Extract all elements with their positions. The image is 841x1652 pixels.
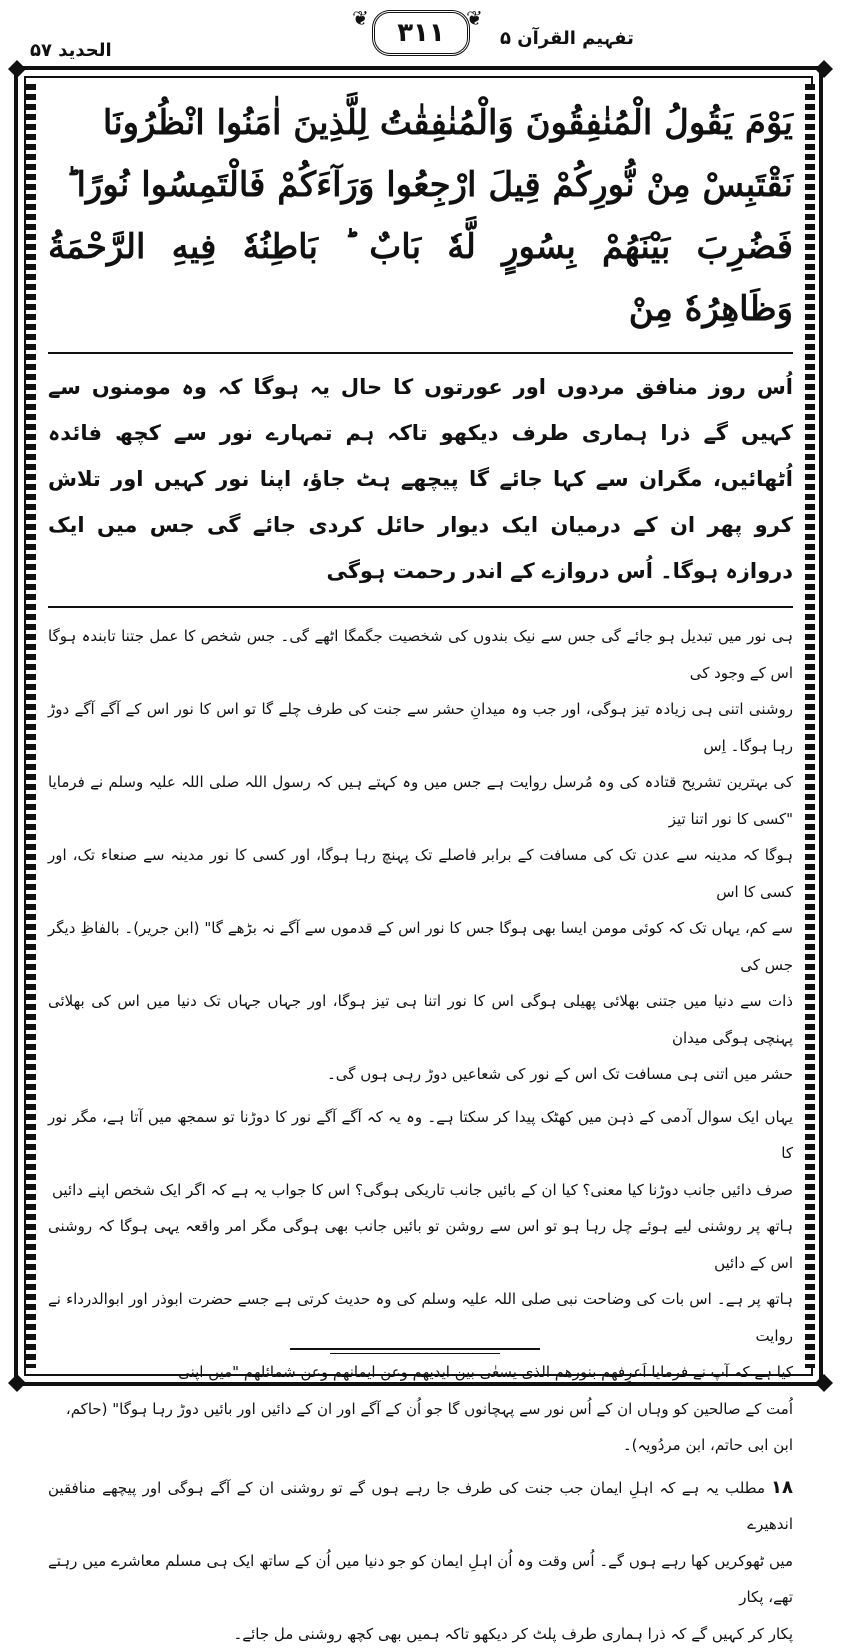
note-line: ہاتھ پر ہے۔ اس بات کی وضاحت نبی صلی اللہ علیہ وسلم کی وہ حدیث کرتی ہے جسے حضرت ابوذر اور ابوالدرداء نے روایت [48,1281,793,1354]
section-divider [48,352,793,354]
page-number: ۳۱۱ [372,10,470,56]
note-line: روشنی اتنی ہی زیادہ تیز ہوگی، اور جب وہ میدانِ حشر سے جنت کی طرف چلے گا تو اس کا نور اس کے آگے آگے دوڑ رہا ہوگا۔ اِس [48,691,793,764]
commentary-notes [48,618,793,1652]
note-line: ہاتھ پر روشنی لیے ہوئے چل رہا ہو تو اس سے روشن تو بائیں جانب بھی ہوگی مگر امر واقعہ یہی ہوگا کہ روشنی اس کے دائیں [48,1208,793,1281]
note-line: حشر میں اتنی ہی مسافت تک اس کے نور کی شعاعیں دوڑ رہی ہوں گی۔ [48,1056,793,1093]
note-line: کی بہترین تشریح قتادہ کی وہ مُرسل روایت ہے جس میں وہ کہتے ہیں کہ رسول اللہ صلی اللہ علیہ وسلم نے فرمایا "کسی کا نور اتنا تیز [48,764,793,837]
note-line: ذات سے دنیا میں جتنی بھلائی پھیلی ہوگی اس کا نور اتنا ہی تیز ہوگا، اور جہاں جہاں تک دنیا میں اس کی بھلائی پہنچی ہوگی میدان [48,983,793,1056]
note-line: صرف دائیں جانب دوڑنا کیا معنی؟ کیا ان کے بائیں جانب تاریکی ہوگی؟ اس کا جواب یہ ہے کہ اگر ایک شخص اپنے دائیں [48,1172,793,1209]
footnote-number: ۱۸ [771,1477,793,1498]
section-divider [48,606,793,608]
end-rule [330,1353,500,1354]
surah-reference: الحدید ۵۷ [30,40,112,61]
note-line: یہاں ایک سوال آدمی کے ذہن میں کھٹک پیدا کر سکتا ہے۔ وہ یہ کہ آگے آگے نور کا دوڑنا تو سمجھ میں آتا ہے، مگر نور کا [48,1099,793,1172]
note-line: ہی نور میں تبدیل ہو جائے گی جس سے نیک بندوں کی شخصیت جگمگا اٹھے گی۔ جس شخص کا عمل جتنا تابندہ ہوگا اس کے وجود کی [48,618,793,691]
border-pattern-left [26,84,36,1368]
footnote-text: مطلب یہ ہے کہ اہلِ ایمان جب جنت کی طرف جا رہے ہوں گے تو روشنی ان کے آگے ہوگی اور پیچھے منافقین اندھیرے [48,1479,793,1534]
note-line: سے کم، یہاں تک کہ کوئی مومن ایسا بھی ہوگا جس کا نور اس کے قدموں سے آگے نہ بڑھے گا" (ابن جریر)۔ بالفاظِ دیگر جس کی [48,910,793,983]
book-title: تفہیم القرآن ۵ [500,28,634,49]
quran-verse-block [48,92,793,340]
verse-line: فَضُرِبَ بَيْنَهُمْ بِسُورٍ لَّهٗ بَابٌ ؕ بَاطِنُهٗ فِيهِ الرَّحْمَةُ وَظَاهِرُهٗ مِنْ [48,216,793,340]
note-line: ابن ابی حاتم، ابن مردُویہ)۔ [48,1427,793,1464]
end-rule [290,1348,540,1350]
verse-line: يَوْمَ يَقُولُ الْمُنٰفِقُونَ وَالْمُنٰفِقٰتُ لِلَّذِينَ اٰمَنُوا انْظُرُونَا [48,92,793,154]
ornament-right-icon: ❦ [466,6,483,30]
ornament-left-icon: ❦ [352,6,369,30]
border-pattern-right [805,84,815,1368]
urdu-translation: اُس روز منافق مردوں اور عورتوں کا حال یہ ہوگا کہ وہ مومنوں سے کہیں گے ذرا ہماری طرف دیکھو تاکہ ہم تمہارے نور سے کچھ فائدہ اُٹھائیں، مگران سے کہا جائے گا پیچھے ہٹ جاؤ، اپنا نور کہیں اور تلاش کرو پھر ان کے درمیان ایک دیوار حائل کردی جائے گی جس میں ایک دروازہ ہوگا۔ اُس دروازے کے اندر رحمت ہوگی [48,364,793,594]
note-line: اُمت کے صالحین کو وہاں ان کے اُس نور سے پہچانوں گا جو اُن کے آگے اور ان کے دائیں اور بائیں دوڑ رہا ہوگا" (حاکم، [48,1391,793,1428]
page-content [48,92,793,1652]
footnote-line [48,1470,793,1543]
note-line: کیا ہے کہ آپ نے فرمایا اَعرِفھم بنورھم الذی یسعٰی بین ایدیھم وعن ایمانھم وعن شمائلھم "میں اپنی [48,1354,793,1391]
note-line: میں ٹھوکریں کھا رہے ہوں گے۔ اُس وقت وہ اُن اہلِ ایمان کو جو دنیا میں اُن کے ساتھ ایک ہی مسلم معاشرے میں رہتے تھے، پکار [48,1543,793,1616]
note-line: پکار کر کہیں گے کہ ذرا ہماری طرف پلٹ کر دیکھو تاکہ ہمیں بھی کچھ روشنی مل جائے۔ [48,1616,793,1652]
verse-line: نَقْتَبِسْ مِنْ نُّورِكُمْ قِيلَ ارْجِعُوا وَرَآءَكُمْ فَالْتَمِسُوا نُورًا ؕ [48,154,793,216]
note-line: ہوگا کہ مدینہ سے عدن تک کی مسافت کے برابر فاصلے تک پہنچ رہا ہوگا، اور کسی کا نور مدینہ سے صنعاء تک، اور کسی کا اس [48,837,793,910]
